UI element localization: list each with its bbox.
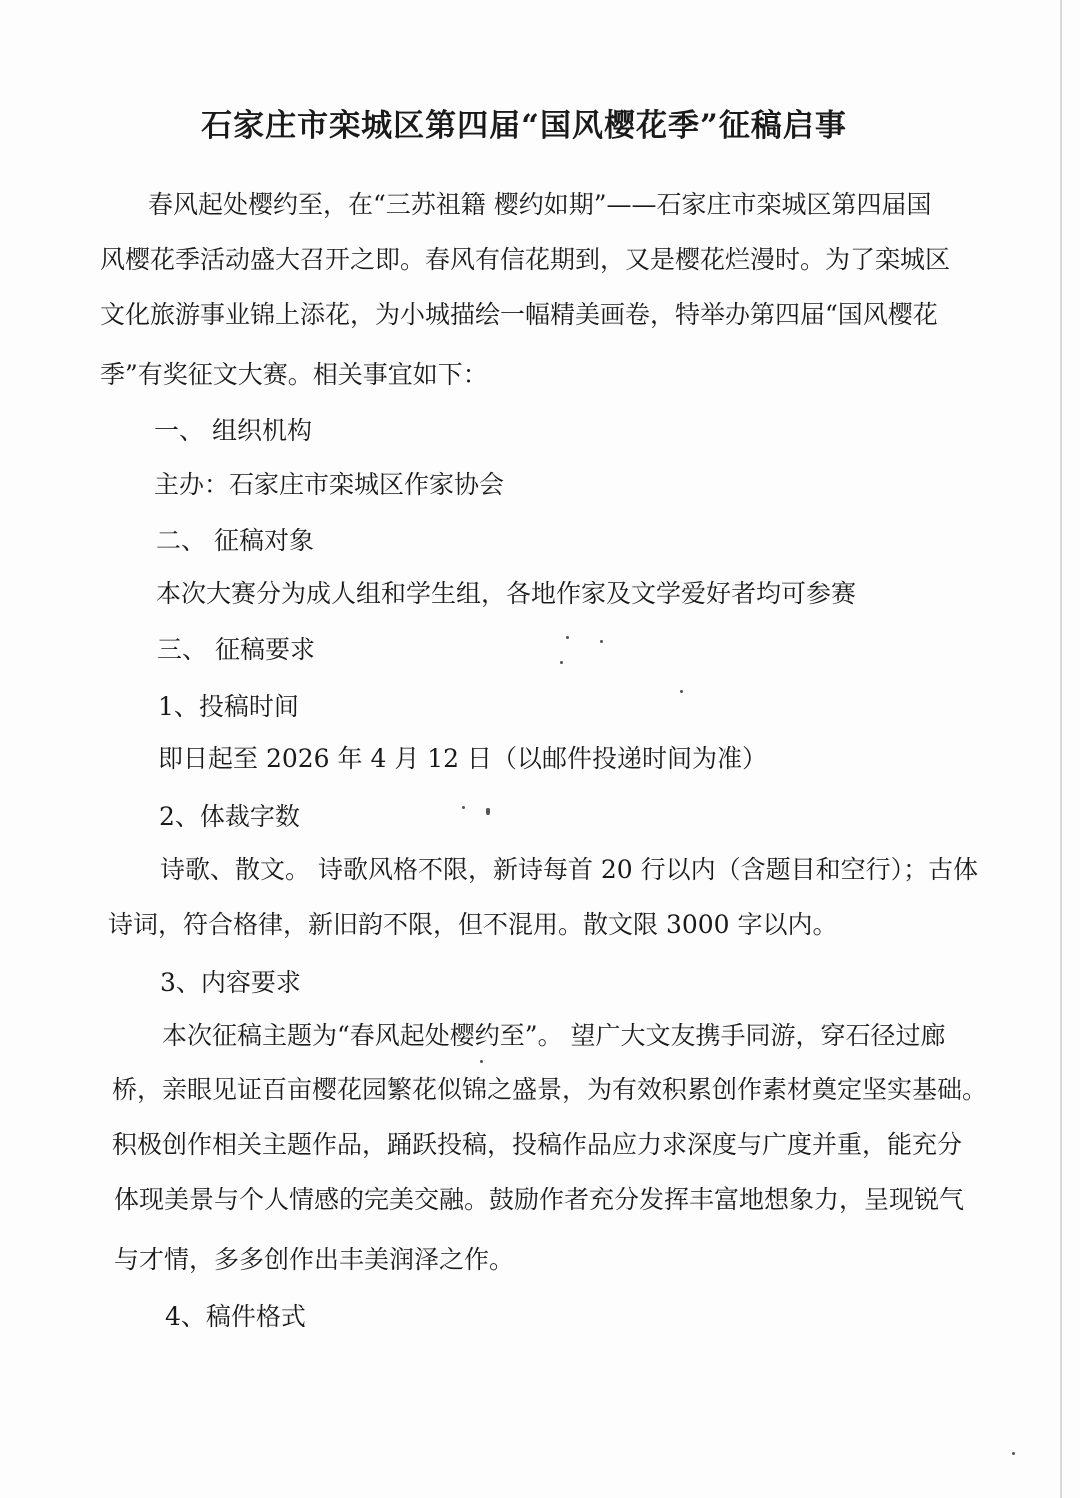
genre-line-1: 诗歌、散文。 诗歌风格不限，新诗每首 20 行以内（含题目和空行）；古体 [160,855,979,884]
scan-edge [1060,0,1062,1498]
subsection-heading-2: 2、体裁字数 [159,802,300,831]
content-line-3: 积极创作相关主题作品，踊跃投稿，投稿作品应力求深度与广度并重，能充分 [112,1130,963,1159]
section-heading-3: 三、 征稿要求 [157,635,315,664]
paragraph-line-3: 文化旅游事业锦上添花，为小城描绘一幅精美画卷，特举办第四届“国风樱花 [100,300,938,329]
subsection-heading-1: 1、投稿时间 [158,692,299,721]
paragraph-line-4: 季”有奖征文大赛。相关事宜如下： [100,360,488,389]
content-line-2: 桥，亲眼见证百亩樱花园繁花似锦之盛景，为有效积累创作素材奠定坚实基础。 [112,1075,988,1104]
document-title: 石家庄市栾城区第四届“国风樱花季”征稿启事 [201,108,847,144]
scan-speck [560,661,563,664]
scan-speck [600,640,603,643]
content-line-4: 体现美景与个人情感的完美交融。鼓励作者充分发挥丰富地想象力，呈现锐气 [114,1185,965,1214]
scan-speck [462,806,465,809]
eligibility-line: 本次大赛分为成人组和学生组，各地作家及文学爱好者均可参赛 [156,579,857,608]
content-line-5: 与才情，多多创作出丰美润泽之作。 [114,1245,515,1274]
scan-speck [566,636,569,639]
subsection-heading-3: 3、内容要求 [160,968,301,997]
scan-speck [680,690,683,693]
section-heading-1: 一、 组织机构 [154,416,312,445]
scan-speck [486,808,490,815]
genre-line-2: 诗词，符合格律，新旧韵不限，但不混用。散文限 3000 字以内。 [108,910,838,939]
paragraph-line-2: 风樱花季活动盛大召开之即。春风有信花期到，又是樱花烂漫时。为了栾城区 [100,245,951,274]
scan-speck [1012,1452,1015,1455]
subsection-heading-4: 4、稿件格式 [165,1302,306,1331]
section-heading-2: 二、 征稿对象 [156,526,314,555]
content-line-1: 本次征稿主题为“春风起处樱约至”。 望广大文友携手同游，穿石径过廊 [162,1021,946,1050]
scan-speck [480,1060,483,1063]
paragraph-line-1: 春风起处樱约至，在“三苏祖籍 樱约如期”——石家庄市栾城区第四届国 [148,190,932,219]
organizer-line: 主办：石家庄市栾城区作家协会 [154,470,505,499]
deadline-line: 即日起至 2026 年 4 月 12 日（以邮件投递时间为准） [158,744,768,773]
